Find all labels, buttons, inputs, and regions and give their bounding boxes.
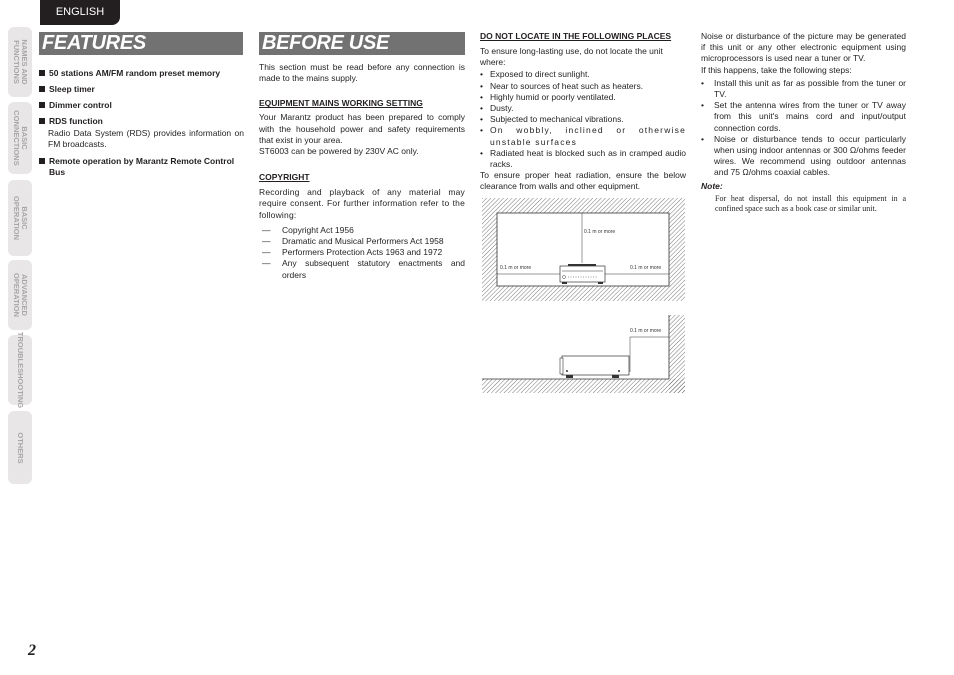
clearance-label-left: 0.1 m or more <box>500 265 532 271</box>
side-tab-advanced-operation[interactable]: ADVANCED OPERATION <box>8 260 32 330</box>
list-item: — Performers Protection Acts 1963 and 1972 <box>259 247 465 258</box>
copyright-body: Recording and playback of any material may require consent. For further information refer to the following: <box>259 187 465 220</box>
noise-steps-list <box>701 78 906 179</box>
clearance-diagram <box>480 196 687 394</box>
side-tab-basic-operation[interactable]: BASIC OPERATION <box>8 180 32 256</box>
list-item: • Exposed to direct sunlight. <box>480 69 686 80</box>
feature-item: Remote operation by Marantz Remote Control Bus <box>39 156 244 178</box>
copyright-list <box>259 225 465 281</box>
noise-steps-intro: If this happens, take the following steps: <box>701 64 852 75</box>
placement-list <box>480 69 686 170</box>
list-item: • Dusty. <box>480 103 686 114</box>
list-item: • Subjected to mechanical vibrations. <box>480 114 686 125</box>
feature-description: Radio Data System (RDS) provides information on FM broadcasts. <box>48 128 244 150</box>
floor-hatch <box>482 379 685 393</box>
noise-section <box>701 31 906 214</box>
list-item: — Dramatic and Musical Performers Act 1958 <box>259 236 465 247</box>
list-item: — Copyright Act 1956 <box>259 225 465 236</box>
clearance-label-right: 0.1 m or more <box>630 265 662 271</box>
note-text: For heat dispersal, do not install this equipment in a confined space such as a book case or similar unit. <box>715 193 906 213</box>
mains-power: ST6003 can be powered by 230V AC only. <box>259 146 419 157</box>
copyright-heading: COPYRIGHT <box>259 172 310 183</box>
list-item: • Near to sources of heat such as heaters. <box>480 81 686 92</box>
list-item: • Noise or disturbance tends to occur particularly when using indoor antennas or 300 Ω/ohms feeder wires. We recommend using outdoor antennas and 75 Ω/ohms coaxial cables. <box>701 134 906 179</box>
feature-item: Dimmer control <box>39 100 244 110</box>
feature-item: RDS function <box>39 116 244 126</box>
placement-outro: To ensure proper heat radiation, ensure the below clearance from walls and other equipment. <box>480 170 686 192</box>
before-use-body <box>259 62 465 281</box>
page-number: 2 <box>28 642 36 659</box>
side-tab-troubleshooting[interactable]: TROUBLESHOOTING <box>8 335 32 405</box>
side-tab-basic-connections[interactable]: BASIC CONNECTIONS <box>8 102 32 174</box>
note-label: Note: <box>701 180 723 191</box>
list-item: • Install this unit as far as possible from the tuner or TV. <box>701 78 906 100</box>
side-tab-others[interactable]: OTHERS <box>8 411 32 484</box>
noise-intro: Noise or disturbance of the picture may be generated if this unit or any other electronic equipment using microprocessors is used near a tuner or TV. <box>701 31 906 64</box>
before-use-intro: This section must be read before any connection is made to the mains supply. <box>259 62 465 84</box>
list-item: — Any subsequent statutory enactments and orders <box>259 258 465 280</box>
mains-heading: EQUIPMENT MAINS WORKING SETTING <box>259 98 423 109</box>
features-title: FEATURES <box>39 32 243 55</box>
feature-item: 50 stations AM/FM random preset memory <box>39 68 244 78</box>
side-tab-names-and-functions[interactable]: NAMES AND FUNCTIONS <box>8 27 32 97</box>
clearance-label-top: 0.1 m or more <box>584 229 616 235</box>
placement-intro: To ensure long-lasting use, do not locate the unit where: <box>480 46 663 68</box>
list-item: • Highly humid or poorly ventilated. <box>480 92 686 103</box>
mains-body: Your Marantz product has been prepared to comply with the household power and safety requirements that exist in your area. <box>259 112 465 145</box>
features-list <box>39 68 244 178</box>
tuner-unit-side <box>560 356 629 378</box>
list-item: • Radiated heat is blocked such as in cramped audio racks. <box>480 148 686 170</box>
list-item: • Set the antenna wires from the tuner or TV away from this unit's mains cord and input/output connection cords. <box>701 100 906 134</box>
tuner-unit-front <box>560 264 605 284</box>
clearance-label-side: 0.1 m or more <box>630 328 662 334</box>
before-use-title: BEFORE USE <box>259 32 465 55</box>
placement-heading: DO NOT LOCATE IN THE FOLLOWING PLACES <box>480 31 672 41</box>
language-tab: ENGLISH <box>40 0 120 25</box>
feature-item: Sleep timer <box>39 84 244 94</box>
list-item: • On wobbly, inclined or otherwise unstable surfaces <box>480 125 686 147</box>
placement-section <box>480 31 686 193</box>
